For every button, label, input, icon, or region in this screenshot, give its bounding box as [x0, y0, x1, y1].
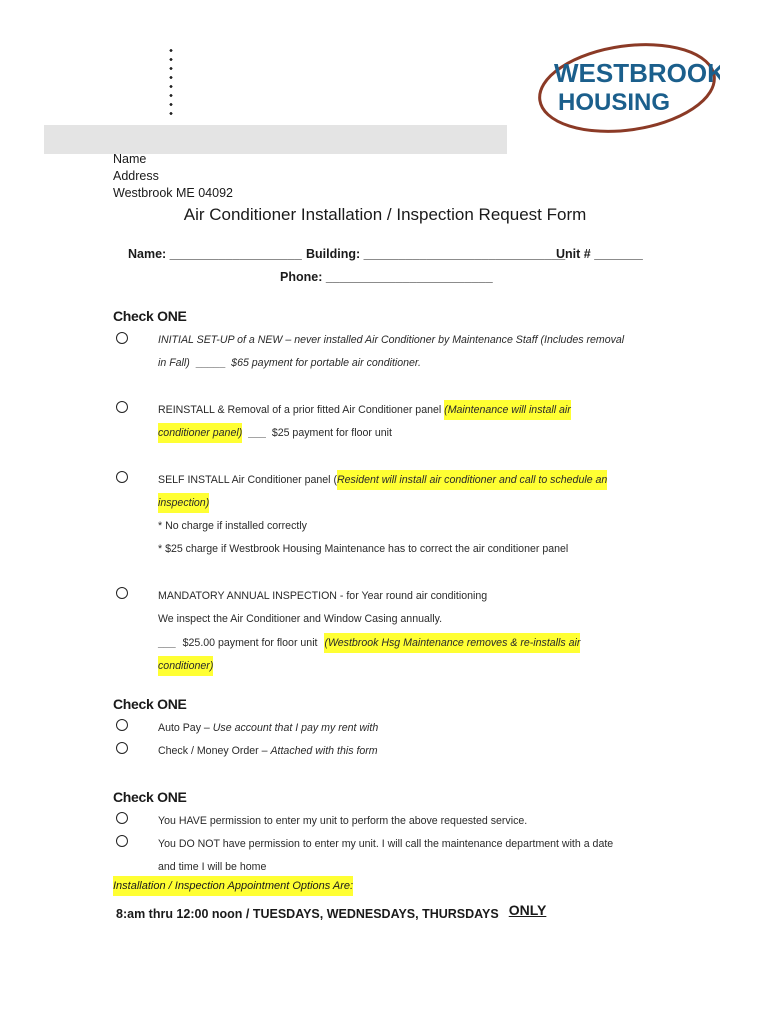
westbrook-housing-logo [534, 40, 720, 136]
opt1-line2 [158, 356, 421, 370]
opt3-note2: * $25 charge if Westbrook Housing Maintenance has to correct the air conditioner panel [158, 543, 569, 555]
payment-opt2-b: Attached with this form [270, 745, 378, 757]
opt4-line3-highlight: (Westbrook Hsg Maintenance removes & re-installs air [324, 633, 580, 653]
opt2-line2-highlight: conditioner panel) [158, 423, 242, 443]
opt2-blank[interactable]: ___ [248, 427, 266, 439]
opt2-line1-highlight: (Maintenance will install air [444, 400, 571, 420]
header-bar [44, 125, 507, 154]
opt2-line2-b: $25 payment for floor unit [271, 427, 392, 439]
opt3-line1-highlight: Resident will install air conditioner and call to schedule an [337, 470, 607, 490]
address-city: Westbrook ME 04092 [113, 186, 233, 200]
dotted-line-decoration [169, 46, 173, 118]
building-field[interactable]: Building: _____________________________ [306, 247, 566, 261]
address-name: Name [113, 152, 147, 166]
form-title: Air Conditioner Installation / Inspection Request Form [183, 205, 587, 224]
opt2-line2 [158, 426, 392, 440]
section2-heading: Check ONE [113, 696, 187, 712]
radio-auto-pay[interactable] [116, 719, 128, 731]
section3-heading: Check ONE [113, 789, 187, 805]
payment-opt2 [158, 744, 378, 758]
opt4-line3-a: $25.00 payment for floor unit [182, 637, 318, 649]
opt4-line4 [158, 659, 213, 673]
payment-opt1 [158, 721, 378, 735]
permission-opt1: You HAVE permission to enter my unit to perform the above requested service. [158, 815, 528, 827]
radio-self-install[interactable] [116, 471, 128, 483]
radio-reinstall[interactable] [116, 401, 128, 413]
opt3-line1-a: SELF INSTALL Air Conditioner panel ( [158, 474, 338, 486]
radio-check-money-order[interactable] [116, 742, 128, 754]
opt1-line2-b: $65 payment for portable air conditioner. [231, 357, 421, 369]
opt4-line2: We inspect the Air Conditioner and Window Casing annually. [158, 613, 443, 625]
payment-opt2-a: Check / Money Order – [158, 745, 271, 757]
opt3-line1 [158, 473, 607, 487]
radio-initial-setup[interactable] [116, 332, 128, 344]
radio-annual-inspection[interactable] [116, 587, 128, 599]
appointment-times-text: 8:am thru 12:00 noon / TUESDAYS, WEDNESDAYS, THURSDAYS [116, 907, 499, 921]
section1-heading: Check ONE [113, 308, 187, 324]
opt4-blank[interactable]: ___ [158, 637, 176, 649]
radio-permission-yes[interactable] [116, 812, 128, 824]
opt2-line1 [158, 403, 571, 417]
permission-opt2-line2: and time I will be home [158, 861, 267, 873]
opt1-line1: INITIAL SET-UP of a NEW – never installed Air Conditioner by Maintenance Staff (Includes removal [158, 334, 625, 346]
opt1-line2-a: in Fall) [158, 357, 190, 369]
opt3-line2 [158, 496, 209, 510]
unit-field[interactable]: Unit # _______ [556, 247, 643, 261]
opt3-note1: * No charge if installed correctly [158, 520, 307, 532]
opt3-line2-highlight: inspection) [158, 493, 209, 513]
payment-opt1-b: Use account that I pay my rent with [212, 722, 379, 734]
phone-field[interactable]: Phone: ________________________ [280, 270, 493, 284]
payment-opt1-a: Auto Pay – [158, 722, 213, 734]
opt4-line1: MANDATORY ANNUAL INSPECTION - for Year round air conditioning [158, 590, 488, 602]
name-field[interactable]: Name: ___________________ [128, 247, 302, 261]
appointment-times [116, 902, 547, 921]
radio-permission-no[interactable] [116, 835, 128, 847]
logo-text-line2: HOUSING [558, 89, 671, 116]
appointment-label-wrap [113, 880, 353, 892]
permission-opt2-line1: You DO NOT have permission to enter my unit. I will call the maintenance department with a date [158, 838, 614, 850]
logo-text-line1: WESTBROOK [554, 58, 720, 88]
opt4-line4-highlight: conditioner) [158, 656, 213, 676]
appointment-label: Installation / Inspection Appointment Options Are: [113, 876, 353, 896]
address-street: Address [113, 169, 159, 183]
opt2-line1-a: REINSTALL & Removal of a prior fitted Air Conditioner panel [158, 404, 445, 416]
opt4-line3 [158, 636, 580, 650]
appointment-only: ONLY [508, 902, 547, 918]
opt1-blank[interactable]: _____ [195, 357, 226, 369]
